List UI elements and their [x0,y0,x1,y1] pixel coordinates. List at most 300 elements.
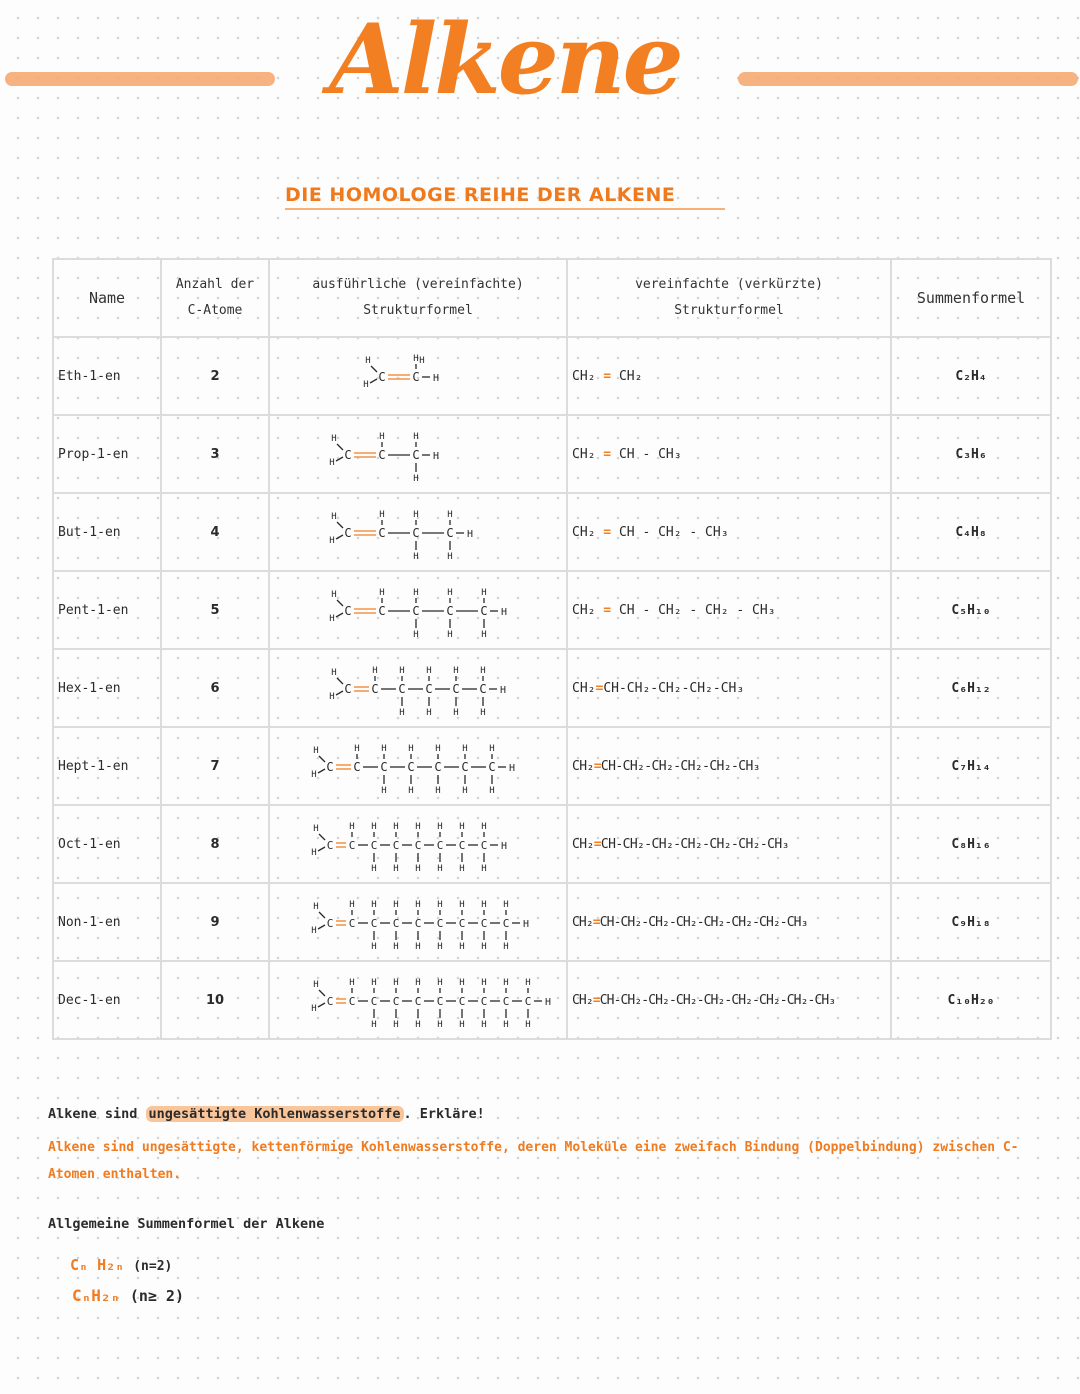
structural-formula [270,807,566,881]
cell-name: Hex-1-en [53,649,161,727]
hydrogen-atom: H [500,607,508,618]
page-title: Alkene [329,3,681,116]
cell-short-formula [567,805,891,883]
carbon-atom: C [524,995,532,1008]
hydrogen-atom: H [331,512,337,522]
carbon-atom: C [446,526,454,540]
table-header-row [53,259,1051,337]
carbon-atom: C [434,760,442,774]
hydrogen-atom: H [432,373,440,384]
cell-name: Oct-1-en [53,805,161,883]
hydrogen-atom: H [408,744,414,754]
carbon-atom: C [348,995,356,1008]
cell-sum-formula: C₈H₁₆ [891,805,1051,883]
carbon-atom: C [344,526,352,540]
hydrogen-atom: H [363,380,369,390]
hydrogen-atom: H [329,614,335,624]
carbon-atom: C [371,682,379,696]
hydrogen-atom: H [499,685,507,696]
double-bond-sign: = [593,758,601,774]
hydrogen-atom: H [365,356,371,366]
cell-atoms: 10 [161,961,269,1039]
carbon-atom: C [344,448,352,462]
cell-short-formula [567,727,891,805]
carbon-atom: C [392,995,400,1008]
hydrogen-atom: H [500,841,508,852]
general-formula-1 [70,1256,172,1274]
table-row [53,883,1051,961]
formula-1-value: Cₙ H₂ₙ [70,1256,125,1274]
bond-line [318,847,325,851]
hydrogen-atom: H [459,942,465,952]
hydrogen-atom: H [447,552,453,562]
cell-atoms: 7 [161,727,269,805]
cell-short-formula [567,493,891,571]
hydrogen-atom: H [459,900,465,910]
structural-formula [270,963,566,1037]
carbon-atom: C [480,995,488,1008]
question-text [48,1106,485,1122]
structural-formula [270,885,566,959]
hydrogen-atom: H [503,900,509,910]
carbon-atom: C [378,448,386,462]
cell-sum-formula: C₅H₁₀ [891,571,1051,649]
carbon-atom: C [348,917,356,930]
hydrogen-atom: H [313,902,319,912]
carbon-atom: C [412,448,420,462]
hydrogen-atom: H [415,1020,421,1030]
hydrogen-atom: H [466,529,474,540]
hydrogen-atom: H [459,1020,465,1030]
hydrogen-atom: H [481,1020,487,1030]
bond-line [337,678,343,684]
hydrogen-atom: H [413,432,419,442]
cell-sum-formula: C₁₀H₂₀ [891,961,1051,1039]
hydrogen-atom: H [419,356,425,366]
cell-short-formula [567,961,891,1039]
carbon-atom: C [436,995,444,1008]
bond-line [370,379,377,383]
bond-line [336,691,343,695]
structural-formula [270,729,566,803]
formula-1-condition: (n=2) [133,1259,173,1274]
hydrogen-atom: H [462,786,468,796]
short-formula-rest: CH-CH₂-CH₂-CH₂-CH₂-CH₂-CH₂-CH₃ [599,914,808,930]
hydrogen-atom: H [349,900,355,910]
hydrogen-atom: H [462,744,468,754]
cell-name: Hept-1-en [53,727,161,805]
carbon-atom: C [414,995,422,1008]
hydrogen-atom: H [413,474,419,484]
header-sum: Summenformel [891,259,1051,337]
hydrogen-atom: H [329,536,335,546]
alkene-table [52,258,1052,1040]
structural-formula [270,417,566,491]
hydrogen-atom: H [331,434,337,444]
hydrogen-atom: H [415,942,421,952]
general-formula-2 [72,1286,184,1305]
hydrogen-atom: H [481,942,487,952]
question-highlight: ungesättigte Kohlenwasserstoffe [146,1106,404,1122]
bond-line [336,613,343,617]
carbon-atom: C [480,839,488,852]
hydrogen-atom: H [371,822,377,832]
hydrogen-atom: H [381,744,387,754]
hydrogen-atom: H [415,822,421,832]
bond-line [371,366,377,372]
hydrogen-atom: H [413,588,419,598]
carbon-atom: C [398,682,406,696]
hydrogen-atom: H [393,822,399,832]
hydrogen-atom: H [311,926,317,936]
table-row [53,415,1051,493]
header-name: Name [53,259,161,337]
table-body [53,337,1051,1039]
carbon-atom: C [380,760,388,774]
header-atoms [161,259,269,337]
question-suffix: . Erkläre! [403,1106,485,1122]
page-subtitle: DIE HOMOLOGE REIHE DER ALKENE [285,184,725,210]
carbon-atom: C [480,917,488,930]
carbon-atom: C [392,839,400,852]
cell-sum-formula: C₇H₁₄ [891,727,1051,805]
bond-line [319,834,325,840]
double-bond-sign: = [592,992,600,1008]
hydrogen-atom: H [415,864,421,874]
double-bond-sign: = [592,914,600,930]
cell-atoms: 5 [161,571,269,649]
hydrogen-atom: H [459,978,465,988]
hydrogen-atom: H [329,692,335,702]
hydrogen-atom: H [311,848,317,858]
hydrogen-atom: H [372,666,378,676]
cell-short-formula [567,649,891,727]
hydrogen-atom: H [413,552,419,562]
bond-line [319,756,325,762]
hydrogen-atom: H [503,942,509,952]
hydrogen-atom: H [447,510,453,520]
hydrogen-atom: H [481,822,487,832]
short-formula-first: CH₂ [572,602,596,618]
double-bond-sign: = [595,680,604,696]
hydrogen-atom: H [481,864,487,874]
carbon-atom: C [446,604,454,618]
bond-line [337,444,343,450]
header-short-line1: vereinfachte (verkürzte) [635,277,823,292]
short-formula-first: CH₂ [572,368,596,384]
hydrogen-atom: H [481,900,487,910]
hydrogen-atom: H [480,666,486,676]
hydrogen-atom: H [393,900,399,910]
cell-structure [269,337,567,415]
answer-text: Alkene sind ungesättigte, kettenförmige Kohlenwasserstoffe, deren Moleküle eine zweifach Bindung (Doppelbindung) zwischen C-Atomen enthalten. [48,1140,1019,1182]
cell-name: Eth-1-en [53,337,161,415]
hydrogen-atom: H [435,744,441,754]
hydrogen-atom: H [415,978,421,988]
carbon-atom: C [436,839,444,852]
short-formula-rest: CH-CH₂-CH₂-CH₂-CH₃ [603,680,745,696]
hydrogen-atom: H [480,708,486,718]
hydrogen-atom: H [371,978,377,988]
hydrogen-atom: H [393,1020,399,1030]
general-formula-label: Allgemeine Summenformel der Alkene [48,1216,325,1232]
hydrogen-atom: H [453,708,459,718]
cell-atoms: 8 [161,805,269,883]
hydrogen-atom: H [481,978,487,988]
carbon-atom: C [414,917,422,930]
carbon-atom: C [407,760,415,774]
decorative-line-right [738,72,1078,86]
formula-2-value: CₙH₂ₙ [72,1286,121,1305]
hydrogen-atom: H [313,824,319,834]
carbon-atom: C [412,526,420,540]
hydrogen-atom: H [381,786,387,796]
table-row [53,727,1051,805]
cell-structure [269,961,567,1039]
hydrogen-atom: H [393,978,399,988]
header-short [567,259,891,337]
cell-structure [269,493,567,571]
carbon-atom: C [326,760,334,774]
hydrogen-atom: H [399,708,405,718]
hydrogen-atom: H [426,708,432,718]
hydrogen-atom: H [435,786,441,796]
cell-short-formula [567,571,891,649]
short-formula-first: CH₂ [572,446,596,462]
double-bond-sign: = [593,836,601,852]
carbon-atom: C [392,917,400,930]
carbon-atom: C [502,995,510,1008]
carbon-atom: C [412,370,420,384]
hydrogen-atom: H [489,744,495,754]
hydrogen-atom: H [437,864,443,874]
bond-line [336,535,343,539]
hydrogen-atom: H [525,1020,531,1030]
cell-atoms: 4 [161,493,269,571]
short-formula-rest: CH₂ [618,368,643,384]
decorative-line-left [5,72,275,86]
carbon-atom: C [479,682,487,696]
table-row [53,961,1051,1039]
hydrogen-atom: H [525,978,531,988]
carbon-atom: C [502,917,510,930]
carbon-atom: C [344,682,352,696]
hydrogen-atom: H [311,770,317,780]
carbon-atom: C [370,839,378,852]
hydrogen-atom: H [371,1020,377,1030]
hydrogen-atom: H [349,822,355,832]
carbon-atom: C [412,604,420,618]
short-formula-first: CH₂ [572,836,594,852]
header-atoms-line2: C-Atome [187,303,243,318]
cell-sum-formula: C₄H₈ [891,493,1051,571]
cell-short-formula [567,883,891,961]
table-row [53,649,1051,727]
cell-sum-formula: C₆H₁₂ [891,649,1051,727]
hydrogen-atom: H [522,919,530,930]
hydrogen-atom: H [399,666,405,676]
hydrogen-atom: H [371,942,377,952]
carbon-atom: C [425,682,433,696]
hydrogen-atom: H [313,980,319,990]
bond-line [318,925,325,929]
cell-structure [269,727,567,805]
hydrogen-atom: H [408,786,414,796]
cell-name: Dec-1-en [53,961,161,1039]
short-formula-first: CH₂ [572,524,596,540]
double-bond-sign: = [595,446,619,462]
hydrogen-atom: H [508,763,516,774]
hydrogen-atom: H [393,942,399,952]
carbon-atom: C [414,839,422,852]
cell-atoms: 9 [161,883,269,961]
cell-structure [269,883,567,961]
carbon-atom: C [378,604,386,618]
short-formula-first: CH₂ [572,758,594,774]
bond-line [337,522,343,528]
hydrogen-atom: H [437,978,443,988]
double-bond-sign: = [595,602,619,618]
hydrogen-atom: H [313,746,319,756]
cell-name: But-1-en [53,493,161,571]
carbon-atom: C [344,604,352,618]
carbon-atom: C [326,839,334,852]
carbon-atom: C [353,760,361,774]
carbon-atom: C [452,682,460,696]
hydrogen-atom: H [413,630,419,640]
carbon-atom: C [458,917,466,930]
bond-line [337,600,343,606]
bond-line [318,1003,325,1007]
structural-formula [270,339,566,413]
hydrogen-atom: H [426,666,432,676]
cell-sum-formula: C₂H₄ [891,337,1051,415]
short-formula-rest: CH-CH₂-CH₂-CH₂-CH₂-CH₂-CH₃ [600,836,789,852]
hydrogen-atom: H [413,354,419,364]
header-structure-line1: ausführliche (vereinfachte) [312,277,524,292]
bond-line [336,457,343,461]
cell-sum-formula: C₉H₁₈ [891,883,1051,961]
hydrogen-atom: H [459,864,465,874]
hydrogen-atom: H [379,588,385,598]
hydrogen-atom: H [349,978,355,988]
header-atoms-line1: Anzahl der [175,277,255,292]
carbon-atom: C [348,839,356,852]
carbon-atom: C [436,917,444,930]
carbon-atom: C [326,917,334,930]
carbon-atom: C [378,370,386,384]
hydrogen-atom: H [447,588,453,598]
cell-name: Pent-1-en [53,571,161,649]
short-formula-rest: CH - CH₂ - CH₃ [618,524,729,540]
structural-formula [270,495,566,569]
carbon-atom: C [488,760,496,774]
hydrogen-atom: H [354,744,360,754]
carbon-atom: C [378,526,386,540]
hydrogen-atom: H [432,451,440,462]
cell-short-formula [567,415,891,493]
hydrogen-atom: H [379,432,385,442]
table-row [53,337,1051,415]
hydrogen-atom: H [311,1004,317,1014]
hydrogen-atom: H [437,822,443,832]
short-formula-rest: CH-CH₂-CH₂-CH₂-CH₂-CH₃ [600,758,760,774]
hydrogen-atom: H [459,822,465,832]
carbon-atom: C [370,917,378,930]
hydrogen-atom: H [371,900,377,910]
hydrogen-atom: H [437,900,443,910]
bond-line [319,912,325,918]
carbon-atom: C [458,839,466,852]
hydrogen-atom: H [481,588,487,598]
cell-structure [269,571,567,649]
header-short-line2: Strukturformel [674,303,784,318]
carbon-atom: C [461,760,469,774]
header-structure [269,259,567,337]
table-row [53,493,1051,571]
short-formula-rest: CH-CH₂-CH₂-CH₂-CH₂-CH₂-CH₂-CH₂-CH₃ [599,992,836,1008]
short-formula-first: CH₂ [572,680,596,696]
double-bond-sign: = [595,524,619,540]
hydrogen-atom: H [331,668,337,678]
cell-atoms: 3 [161,415,269,493]
hydrogen-atom: H [503,1020,509,1030]
carbon-atom: C [458,995,466,1008]
structural-formula [270,651,566,725]
hydrogen-atom: H [393,864,399,874]
hydrogen-atom: H [481,630,487,640]
short-formula-first: CH₂ [572,914,593,930]
carbon-atom: C [326,995,334,1008]
header-structure-line2: Strukturformel [363,303,473,318]
hydrogen-atom: H [503,978,509,988]
bond-line [318,769,325,773]
hydrogen-atom: H [371,864,377,874]
hydrogen-atom: H [489,786,495,796]
hydrogen-atom: H [379,510,385,520]
double-bond-sign: = [595,368,619,384]
cell-structure [269,649,567,727]
hydrogen-atom: H [413,510,419,520]
hydrogen-atom: H [544,997,552,1008]
short-formula-rest: CH - CH₃ [618,446,682,462]
cell-short-formula [567,337,891,415]
cell-name: Non-1-en [53,883,161,961]
cell-name: Prop-1-en [53,415,161,493]
cell-atoms: 2 [161,337,269,415]
structural-formula [270,573,566,647]
cell-atoms: 6 [161,649,269,727]
bond-line [319,990,325,996]
question-prefix: Alkene sind [48,1106,146,1122]
hydrogen-atom: H [331,590,337,600]
cell-structure [269,415,567,493]
short-formula-rest: CH - CH₂ - CH₂ - CH₃ [618,602,776,618]
table-row [53,805,1051,883]
hydrogen-atom: H [447,630,453,640]
table-row [53,571,1051,649]
short-formula-first: CH₂ [572,992,593,1008]
hydrogen-atom: H [329,458,335,468]
hydrogen-atom: H [453,666,459,676]
formula-2-condition: (n≥ 2) [129,1287,184,1305]
cell-sum-formula: C₃H₆ [891,415,1051,493]
hydrogen-atom: H [437,942,443,952]
carbon-atom: C [480,604,488,618]
carbon-atom: C [370,995,378,1008]
hydrogen-atom: H [415,900,421,910]
cell-structure [269,805,567,883]
